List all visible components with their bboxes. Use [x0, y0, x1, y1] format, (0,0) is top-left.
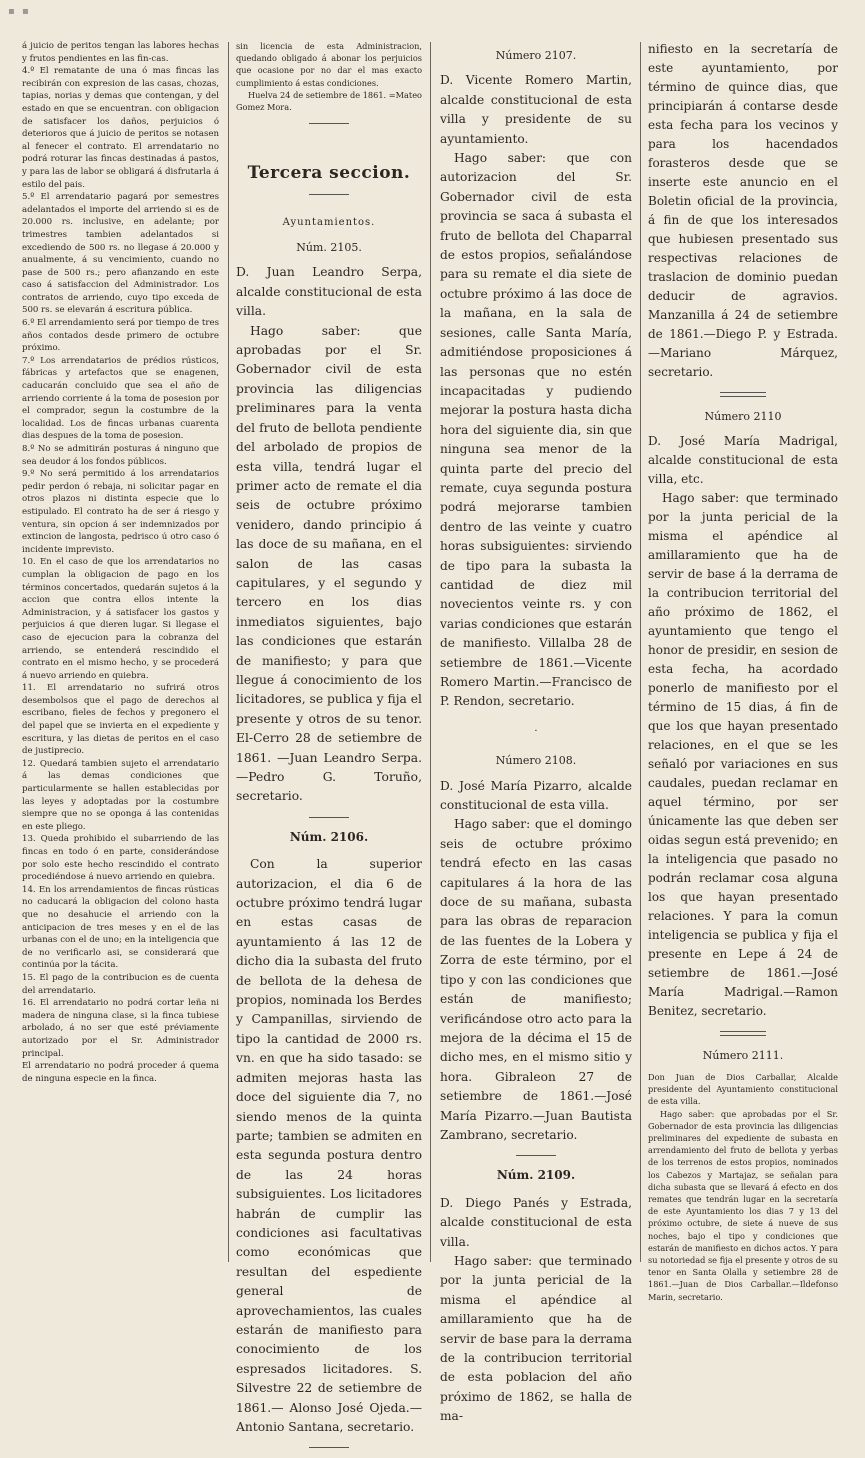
separator-rule [309, 123, 349, 124]
column-divider [640, 42, 641, 1262]
notice-number: Número 2111. [702, 1049, 784, 1062]
column-divider [228, 42, 229, 1262]
column-3 [440, 40, 632, 1427]
condition-item: 14. En los arrendamientos de fincas rústicas no caducará la obligacion del colono hasta que no desahucie el arriendo con la anticipacion de tres meses y en el de las urbanas con el de uno; en la inteligencia que de no verificarlo asi, se considerará que continúa por la tácita. [22, 884, 219, 971]
notice-number: Núm. 2106. [289, 829, 369, 844]
notice-body: Hago saber: que el domingo seis de octubre próximo tendrá efecto en las casas capitulares á la hora de las doce de su mañana, subasta para las obras de reparacion de las fuentes de la Lobera y Zorra de este término, por el tipo y con las condiciones que están de manifiesto; verificándose otro acto para la mejora de la décima el 15 de dicho mes, en el mismo sitio y hora. Gibraleon 27 de setiembre de 1861.—José María Pizarro.—Juan Bautista Zambrano, secretario. [440, 817, 632, 1142]
separator-dot: · [534, 725, 538, 737]
separator-rule [720, 1031, 766, 1036]
condition-item: 6.º El arrendamiento será por tiempo de tres años contados desde primero de octubre próximo. [22, 318, 219, 354]
column-1 [22, 40, 219, 1085]
column-divider [430, 42, 431, 1262]
notice-heading: D. Diego Panés y Estrada, alcalde constitucional de esta villa. [440, 1195, 632, 1249]
condition-item: 13. Queda prohibido el subarriendo de las fincas en todo ó en parte, considerándose por solo este hecho rescindido el contrato procediéndose á nuevo arriendo en quiebra. [22, 834, 219, 883]
notice-number: Número 2110 [704, 410, 782, 423]
condition-item: El arrendatario no podrá proceder á quema de ninguna especie en la finca. [22, 1061, 219, 1084]
separator-rule [309, 1447, 349, 1448]
notice-body: Con la superior autorizacion, el dia 6 de octubre próximo tendrá lugar en estas casas de ayuntamiento á las 12 de dicho dia la subasta del fruto de bellota de la dehesa de propios, nominada los Berdes y Campanillas, sirviendo de tipo la cantidad de 2000 rs. vn. en que ha sido tasado: se admiten mejoras hasta las doce del siguiente dia 7, no siendo menos de la quinta parte; tambien se admiten en esta segunda postura dentro de las 24 horas subsiguientes. Los licitadores habrán de cumplir las condiciones asi facultativas como económicas que resultan del espediente general de aprovechamientos, las cuales estarán de manifiesto para conocimiento de los espresados licitadores. S. Silvestre 22 de setiembre de 1861.— Alonso José Ojeda.—Antonio Santana, secretario. [236, 857, 422, 1434]
notice-heading: D. José María Pizarro, alcalde constitucional de esta villa. [440, 778, 632, 813]
column-2 [236, 40, 422, 1458]
condition-item: 5.º El arrendatario pagará por semestres adelantados el importe del arriendo si es de 20.000 rs. inclusive, en adelante; por trimestres tambien adelantados si excediendo de 500 rs. no llegase á 20.000 y anualmente, á su vencimiento, cuando no pase de 500 rs.; pero afianzando en este caso á satisfaccion del Administrador. Los contratos de arriendo, cuyo tipo exceda de 500 rs. se elevarán á escritura pública. [22, 192, 219, 316]
condition-item: 12. Quedará tambien sujeto el arrendatario á las demas condiciones que particularmente se hallen establecidas por las leyes y adoptadas por la costumbre siempre que no se oponga á las contenidas en este pliego. [22, 758, 219, 832]
condition-item: 8.º No se admitirán posturas á ninguno que sea deudor á los fondos públicos. [22, 444, 219, 467]
condition-item: 7.º Los arrendatarios de prédios rústicos, fábricas y artefactos que se enagenen, caducarán concluido que sea el año de arriendo corriente á la toma de posesion por el comprador, segun la costumbre de la localidad. Los de fincas urbanas cuarenta dias despues de la toma de posesion. [22, 355, 219, 442]
notice-number: Número 2108. [495, 754, 577, 768]
notice-body: Hago saber: que con autorizacion del Sr. Gobernador civil de esta provincia se saca á subasta el fruto de bellota del Chaparral de estos propios, señalándose para su remate el dia siete de octubre próximo á las doce de la mañana, en la sala de sesiones, calle Santa María, admitiéndose proposiciones á las personas que no estén incapacitadas y pudiendo mejorar la postura hasta dicha hora del siguiente dia, sin que ninguna sea menor de la quinta parte del precio del remate, cuya segunda postura podrá mejorarse tambien dentro de las veinte y cuatro horas subsiguientes: sirviendo de tipo para la subasta la cantidad de diez mil novecientos veinte rs. y con varias condiciones que estarán de manifiesto. Villalba 28 de setiembre de 1861.—Vicente Romero Martin.—Francisco de P. Rendon, secretario. [440, 151, 632, 709]
condition-item: 9.º No será permitido á los arrendatarios pedir perdon ó rebaja, ni solicitar pagar en otros plazos ni distinta especie que lo estipulado. El contrato ha de ser á riesgo y ventura, sin opcion á ser indemnizados por extincion de langosta, pedrisco ú otro caso ó incidente imprevisto. [22, 469, 219, 555]
condition-item: 11. El arrendatario no sufrirá otros desembolsos que el pago de derechos al escribano, fieles de fechos y pregonero el del papel que se invierta en el expediente y escritura, y las dietas de peritos en el caso de justiprecio. [22, 683, 219, 757]
continued-text: nifiesto en la secretaría de este ayuntamiento, por término de quince dias, que principiarán á contarse desde esta fecha para los vecinos y para los hacendados forasteros desde que se inserte este anuncio en el Boletin oficial de la provincia, á fin de que los interesados que hubiesen presentado sus respectivas relaciones de traslacion de dominio puedan deducir de agravios. Manzanilla á 24 de setiembre de 1861.—Diego P. y Estrada. —Mariano Márquez, secretario. [648, 42, 838, 379]
separator-rule [516, 1155, 556, 1156]
notice-heading: D. Vicente Romero Martin, alcalde constitucional de esta villa y presidente de su ayuntamiento. [440, 73, 632, 146]
section-heading: Tercera seccion. [247, 163, 411, 184]
continued-text: sin licencia de esta Administracion, quedando obligado á abonar los perjuicios que ocasione por no dar el mas exacto cumplimiento á estas condiciones. [236, 41, 422, 88]
notice-heading: D. Juan Leandro Serpa, alcalde constitucional de esta villa. [236, 265, 422, 319]
signature-line: Huelva 24 de setiembre de 1861. =Mateo Gomez Mora. [236, 89, 422, 113]
condition-item: 10. En el caso de que los arrendatarios no cumplan la obligacion de pago en los términos concertados, quedarán sujetos á la accion que contra ellos intente la Administracion, y á satisfacer los gastos y perjuicios á que dieren lugar. Si llegase el caso de ejecucion para la cobranza del arriendo, se entenderá rescindido el contrato en el mismo hecho, y se procederá á nuevo arriendo en quiebra. [22, 557, 219, 681]
notice-heading: Don Juan de Dios Carballar, Alcalde presidente del Ayuntamiento constitucional de esta villa. [648, 1072, 838, 1107]
notice-heading: D. José María Madrigal, alcalde constitucional de esta villa, etc. [648, 434, 838, 486]
notice-body: Hago saber: que aprobadas por el Sr. Gobernador de esta provincia las diligencias preliminares del expediente de subasta en arrendamiento del fruto de bellota y yerbas de los terrenos de estos propios, nominados los Cabezos y Martajaz, se señalan para dicha subasta que se llevará á efecto en dos remates que tendrán lugar en la secretaría de este Ayuntamiento los dias 7 y 13 del próximo octubre, de siete á nueve de sus noches, bajo el tipo y condiciones que estarán de manifiesto en dichos actos. Y para su notoriedad se fija el presente y otros de su tenor en Santa Olalla y setiembre 28 de 1861.—Juan de Dios Carballar.—Ildefonso Marin, secretario. [648, 1108, 838, 1302]
condition-item: 15. El pago de la contribucion es de cuenta del arrendatario. [22, 972, 219, 996]
column-4 [648, 40, 838, 1303]
conditions-intro: á juicio de peritos tengan las labores hechas y frutos pendientes en las fin-cas. [22, 41, 219, 64]
notice-body: Hago saber: que aprobadas por el Sr. Gobernador civil de esta provincia las diligencias preliminares para la venta del fruto de bellota pendiente del arbolado de propios de esta villa, tendrá lugar el primer acto de remate el dia seis de octubre próximo venidero, dando principio á las doce de su mañana, en el salon de las casas capitulares, y el segundo y tercero en los dias inmediatos siguientes, bajo las condiciones que estarán de manifiesto; y para que llegue á conocimiento de los licitadores, se publica y fija el presente y otros de su tenor. El-Cerro 28 de setiembre de 1861. —Juan Leandro Serpa.—Pedro G. Toruño, secretario. [236, 323, 422, 804]
separator-rule [309, 817, 349, 818]
notice-number: Núm. 2105. [296, 241, 362, 255]
notice-body: Hago saber: que terminado por la junta pericial de la misma el apéndice al amillaramiento que ha de servir de base para la derrama de la contribucion territorial de esta poblacion del año próximo de 1862, se halla de ma- [440, 1253, 632, 1424]
condition-item: 16. El arrendatario no podrá cortar leña ni madera de ninguna clase, si la finca tubiese arbolado, á no ser que esté préviamente autorizado por el Sr. Administrador principal. [22, 998, 219, 1059]
top-corner-mark: ▪ ▪ [8, 6, 31, 17]
notice-body: Hago saber: que terminado por la junta pericial de la misma el apéndice al amillaramiento que ha de servir de base á la derrama de la contribucion territorial del año próximo de 1862, el ayuntamiento que tengo el honor de presidir, en sesion de esta fecha, ha acordado ponerlo de manifiesto por el término de 15 dias, á fin de que los que hayan presentado relaciones, en el que se les señaló por variaciones en sus caudales, puedan reclamar en aquel término, por ser únicamente las que deben ser oidas segun está prevenido; en la inteligencia que pasado no podrán reclamar cosa alguna los que hayan presentado relaciones. Y para la comun inteligencia se publica y fija el presente en Lepe á 24 de setiembre de 1861.—José María Madrigal.—Ramon Benitez, secretario. [648, 491, 838, 1018]
separator-rule [720, 392, 766, 397]
notice-number: Número 2107. [495, 49, 577, 62]
separator-rule [309, 194, 349, 195]
subsection-heading: Ayuntamientos. [282, 216, 376, 228]
condition-item: 4.º El rematante de una ó mas fincas las recibirán con expresion de las casas, chozas, tapias, norias y demas que contengan, y del estado en que se encuentran. con obligacion de satisfacer los daños, perjuicios ó deterioros que á juicio de peritos se notasen al fenecer el contrato. El arrendatario no podrá roturar las fincas destinadas á pastos, y para las de labor se obligará á disfrutarla á estilo del pais. [22, 66, 219, 190]
notice-number: Núm. 2109. [496, 1168, 576, 1183]
